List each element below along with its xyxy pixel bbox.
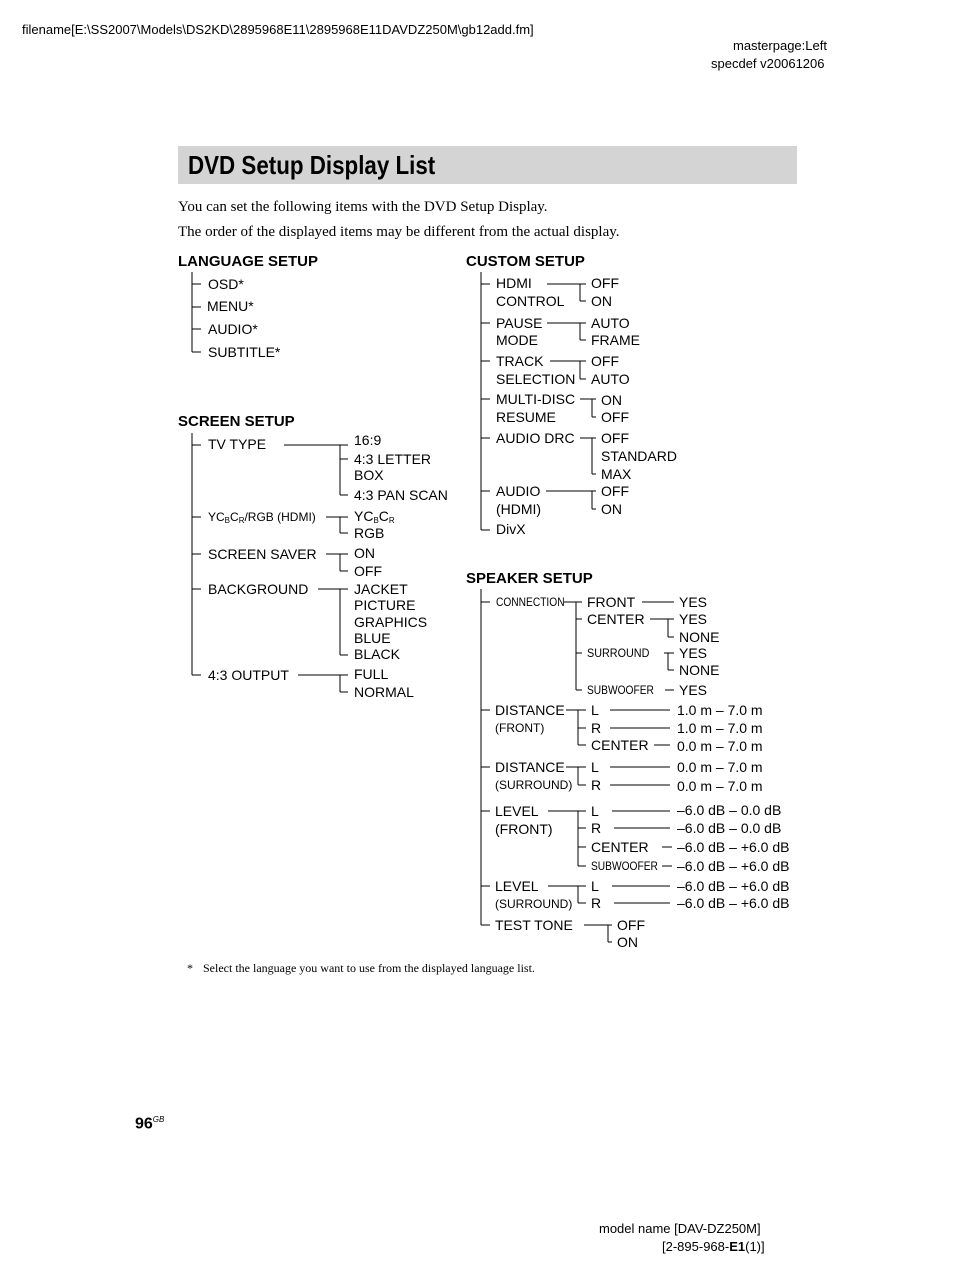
track-selection-opt-auto: AUTO (591, 371, 630, 387)
lang-menu: MENU* (207, 298, 254, 314)
distance-surround-r: R (591, 777, 602, 793)
surround-opt-none: NONE (679, 662, 720, 678)
subwoofer-opt-yes: YES (679, 682, 708, 698)
pause-mode-opt-frame: FRAME (591, 332, 640, 348)
distance-surround-l-range: 0.0 m – 7.0 m (677, 759, 763, 775)
level-surround-r: R (591, 895, 602, 911)
level-front-l: L (591, 803, 599, 819)
level-front-label-1: LEVEL (495, 803, 539, 819)
output-opt-full: FULL (354, 666, 389, 682)
background-opt-picture: PICTURE (354, 597, 416, 613)
lang-audio: AUDIO* (208, 321, 258, 337)
subwoofer-label: SUBWOOFER (587, 683, 654, 697)
audio-hdmi-label-1: AUDIO (496, 483, 541, 499)
level-front-r-range: –6.0 dB – 0.0 dB (677, 820, 782, 836)
level-surround-label-2: (SURROUND) (495, 897, 573, 911)
center-label: CENTER (587, 611, 645, 627)
distance-surround-label-2: (SURROUND) (495, 778, 573, 792)
distance-front-l: L (591, 702, 599, 718)
audio-hdmi-opt-off: OFF (601, 483, 629, 499)
test-tone-opt-on: ON (617, 934, 638, 950)
distance-front-r: R (591, 720, 602, 736)
background-opt-jacket: JACKET (354, 581, 408, 597)
front-opt-yes: YES (679, 594, 708, 610)
level-surround-l: L (591, 878, 599, 894)
screen-saver-opt-on: ON (354, 545, 375, 561)
level-front-center-range: –6.0 dB – +6.0 dB (677, 839, 790, 855)
tv-type-opt-pan: 4:3 PAN SCAN (354, 487, 448, 503)
audio-drc-opt-standard: STANDARD (601, 448, 677, 464)
pause-mode-opt-auto: AUTO (591, 315, 630, 331)
level-front-center: CENTER (591, 839, 649, 855)
hdmi-control-label-2: CONTROL (496, 293, 565, 309)
lang-subtitle: SUBTITLE* (208, 344, 281, 360)
distance-surround-r-range: 0.0 m – 7.0 m (677, 778, 763, 794)
divx-label: DivX (496, 521, 526, 537)
surround-opt-yes: YES (679, 645, 708, 661)
lang-osd: OSD* (208, 276, 244, 292)
masterpage-line: masterpage:Left (733, 38, 827, 53)
test-tone-opt-off: OFF (617, 917, 645, 933)
distance-surround-label-1: DISTANCE (495, 759, 565, 775)
audio-drc-opt-off: OFF (601, 430, 629, 446)
tv-type-opt-box: BOX (354, 467, 384, 483)
model-code: [2-895-968-E1(1)] (662, 1239, 765, 1254)
front-label: FRONT (587, 594, 636, 610)
page-number: $96^{GB}$ (135, 1115, 165, 1133)
tv-type-opt-169: 16:9 (354, 432, 382, 448)
model-name: model name [DAV-DZ250M] (599, 1221, 761, 1236)
ycbcr-opt-rgb: RGB (354, 525, 385, 541)
multi-disc-label-2: RESUME (496, 409, 556, 425)
level-front-l-range: –6.0 dB – 0.0 dB (677, 802, 782, 818)
audio-hdmi-label-2: (HDMI) (496, 501, 542, 517)
surround-label: SURROUND (587, 646, 650, 660)
intro-line-2: The order of the displayed items may be different from the actual display. (178, 224, 620, 240)
center-opt-none: NONE (679, 629, 720, 645)
intro-line-1: You can set the following items with the DVD Setup Display. (178, 199, 548, 215)
output-label: 4:3 OUTPUT (208, 667, 289, 683)
level-front-label-2: (FRONT) (495, 821, 553, 837)
test-tone-label: TEST TONE (495, 917, 573, 933)
distance-front-center: CENTER (591, 737, 649, 753)
footnote-text: Select the language you want to use from the displayed language list. (203, 961, 535, 975)
distance-front-center-range: 0.0 m – 7.0 m (677, 738, 763, 754)
distance-front-label-2: (FRONT) (495, 721, 545, 735)
multi-disc-label-1: MULTI-DISC (496, 391, 576, 407)
tv-type-opt-letter: 4:3 LETTER (354, 451, 432, 467)
level-front-r: R (591, 820, 602, 836)
pause-mode-label-2: MODE (496, 332, 538, 348)
language-setup-heading: LANGUAGE SETUP (178, 253, 319, 270)
distance-front-r-range: 1.0 m – 7.0 m (677, 720, 763, 736)
screen-saver-label: SCREEN SAVER (208, 546, 317, 562)
audio-hdmi-opt-on: ON (601, 501, 622, 517)
footnote-star: * (187, 961, 193, 975)
track-selection-label-1: TRACK (496, 353, 544, 369)
screen-setup-heading: SCREEN SETUP (178, 413, 295, 430)
page-title: DVD Setup Display List (188, 150, 436, 180)
audio-drc-label: AUDIO DRC (496, 430, 575, 446)
multi-disc-opt-off: OFF (601, 409, 629, 425)
background-opt-blue: BLUE (354, 630, 391, 646)
pause-mode-label-1: PAUSE (496, 315, 543, 331)
hdmi-control-opt-on: ON (591, 293, 612, 309)
level-surround-r-range: –6.0 dB – +6.0 dB (677, 895, 790, 911)
background-opt-black: BLACK (354, 646, 400, 662)
output-opt-normal: NORMAL (354, 684, 414, 700)
custom-setup-heading: CUSTOM SETUP (466, 253, 585, 270)
speaker-setup-heading: SPEAKER SETUP (466, 570, 593, 587)
track-selection-opt-off: OFF (591, 353, 619, 369)
level-surround-label-1: LEVEL (495, 878, 539, 894)
filename-line: filename[E:\SS2007\Models\DS2KD\2895968E11\2895968E11DAVDZ250M\gb12add.fm] (22, 22, 534, 37)
level-front-subwoofer: SUBWOOFER (591, 859, 658, 873)
specdef-line: specdef v20061206 (711, 56, 825, 71)
ycbcr-label: $YC_BC_R$/RGB (HDMI) (208, 510, 316, 525)
level-front-subwoofer-range: –6.0 dB – +6.0 dB (677, 858, 790, 874)
background-label: BACKGROUND (208, 581, 309, 597)
audio-drc-opt-max: MAX (601, 466, 632, 482)
distance-surround-l: L (591, 759, 599, 775)
hdmi-control-opt-off: OFF (591, 275, 619, 291)
center-opt-yes: YES (679, 611, 708, 627)
screen-saver-opt-off: OFF (354, 563, 382, 579)
track-selection-label-2: SELECTION (496, 371, 576, 387)
level-surround-l-range: –6.0 dB – +6.0 dB (677, 878, 790, 894)
distance-front-label-1: DISTANCE (495, 702, 565, 718)
distance-front-l-range: 1.0 m – 7.0 m (677, 702, 763, 718)
tv-type-label: TV TYPE (208, 436, 267, 452)
multi-disc-opt-on: ON (601, 392, 622, 408)
background-opt-graphics: GRAPHICS (354, 614, 428, 630)
connection-label: CONNECTION (496, 595, 565, 609)
hdmi-control-label-1: HDMI (496, 275, 532, 291)
ycbcr-opt-ycbcr: $YC_BC_R$ (354, 508, 395, 525)
